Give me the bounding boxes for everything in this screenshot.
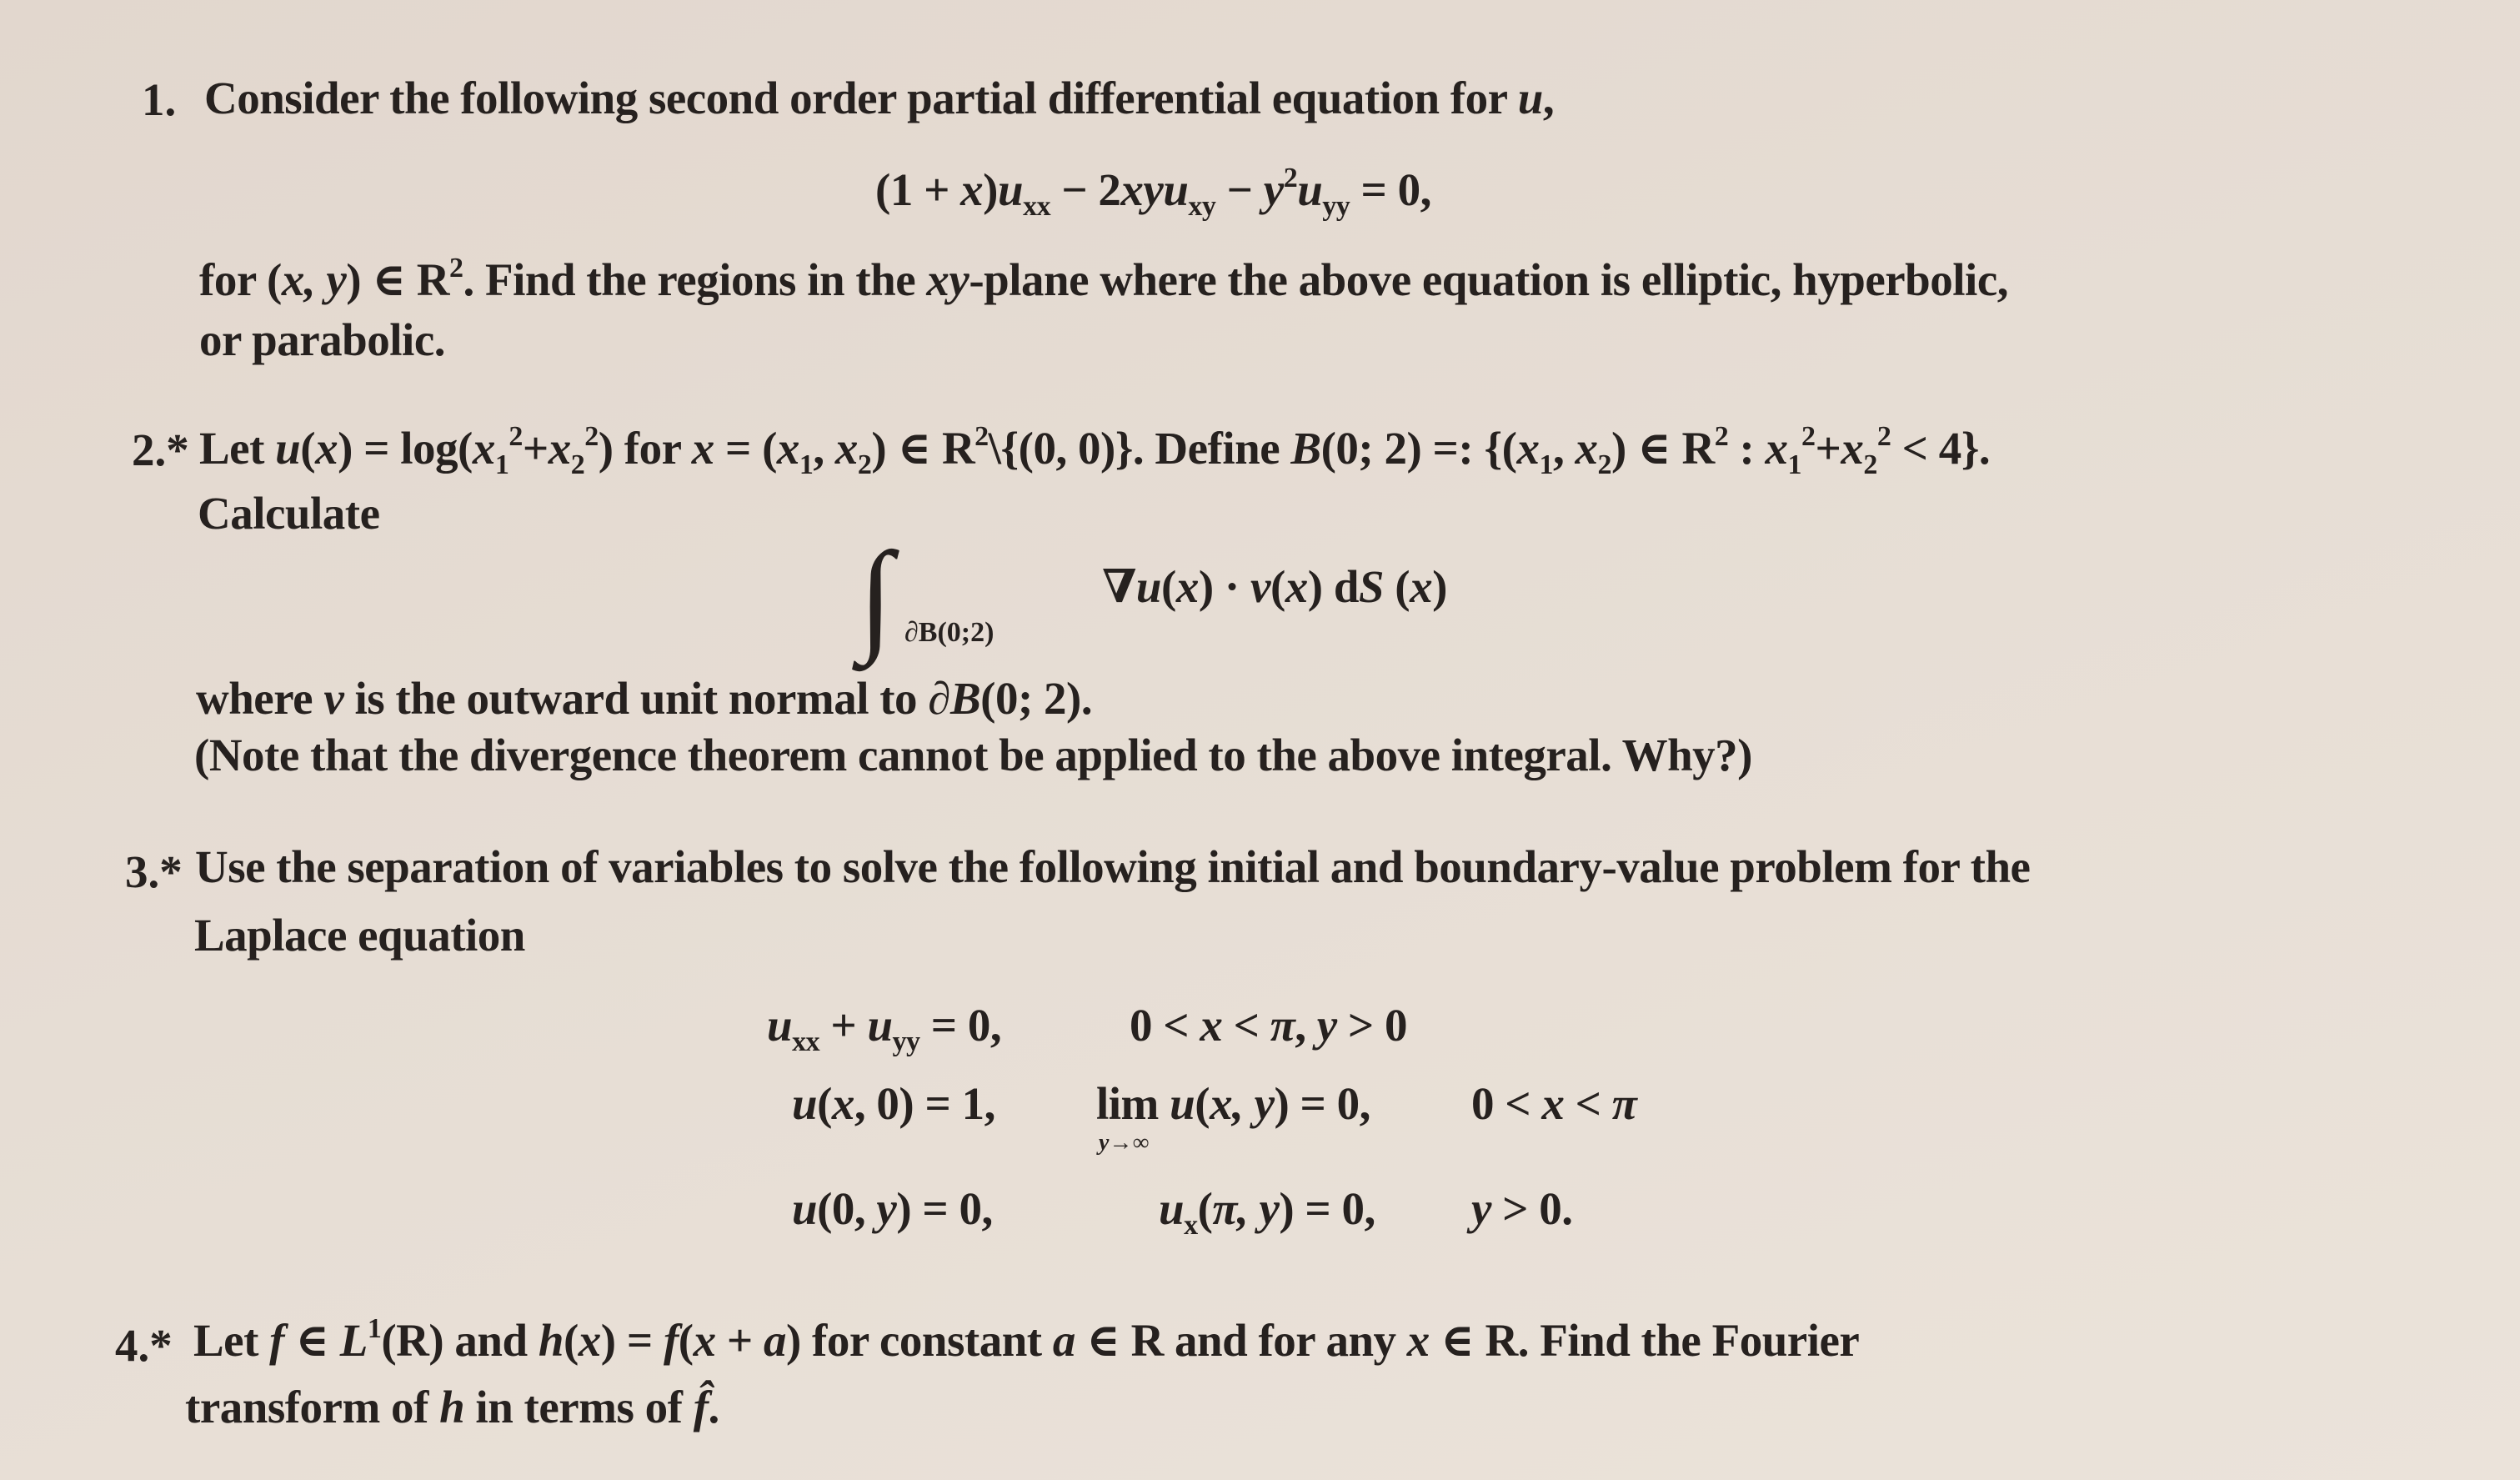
- integral-sign: ∫: [859, 527, 894, 665]
- math-symbol: x: [1841, 423, 1864, 474]
- math-symbol: x: [1575, 423, 1598, 474]
- text-segment: is the outward unit normal to ∂: [343, 673, 950, 724]
- math-symbol: x: [1175, 561, 1199, 612]
- math-symbol: x: [472, 423, 495, 474]
- text-line: [199, 421, 1991, 480]
- math-symbol: f: [269, 1315, 284, 1366]
- superscript: 2: [1801, 421, 1816, 452]
- math-symbol: x: [1406, 1315, 1430, 1366]
- text-segment: > 0.: [1490, 1183, 1573, 1234]
- subscript: xx: [792, 1026, 820, 1057]
- text-segment: (0; 2).: [980, 673, 1093, 724]
- math-symbol: u: [867, 1000, 893, 1051]
- text-line: [195, 841, 2031, 892]
- math-symbol: x: [1516, 423, 1540, 474]
- text-segment: ): [1432, 561, 1447, 612]
- text-segment: = (: [714, 423, 777, 474]
- pde-equation: [875, 163, 1431, 222]
- math-symbol: x: [693, 1315, 716, 1366]
- text-segment: ) = log(: [338, 423, 473, 474]
- math-symbol: u: [1517, 73, 1543, 123]
- text-line: [194, 910, 525, 961]
- math-symbol: y: [876, 1183, 897, 1234]
- text-segment: lim: [1096, 1078, 1170, 1129]
- math-symbol: y: [1316, 1000, 1337, 1051]
- text-segment: (: [1197, 1183, 1213, 1234]
- text-segment: +: [1815, 423, 1841, 474]
- text-segment: (R) and: [381, 1315, 539, 1366]
- superscript: 2: [509, 421, 523, 452]
- text-segment: ) ∈ R: [871, 423, 975, 474]
- domain-condition: [1471, 1078, 1637, 1129]
- subscript: 2: [1863, 449, 1877, 480]
- math-symbol: x: [1410, 561, 1433, 612]
- text-segment: = 0,: [1350, 164, 1431, 215]
- math-symbol: h: [538, 1315, 564, 1366]
- superscript: 1: [367, 1313, 382, 1344]
- text-line: [204, 75, 1554, 121]
- text-segment: ) ·: [1198, 561, 1251, 612]
- subscript: yy: [1322, 191, 1350, 222]
- text-segment: − 2: [1050, 164, 1121, 215]
- math-symbol: a: [763, 1315, 786, 1366]
- text-segment: (: [563, 1315, 579, 1366]
- text-segment: 0 <: [1471, 1078, 1542, 1129]
- math-symbol: f: [663, 1315, 679, 1366]
- text-segment: ) ∈ R: [346, 254, 449, 305]
- math-symbol: u: [792, 1183, 818, 1234]
- text-segment: where: [196, 673, 324, 724]
- math-symbol: x: [960, 164, 984, 215]
- subscript: 2: [857, 449, 872, 480]
- text-segment: (: [1384, 561, 1410, 612]
- text-segment: ∈ R and for any: [1075, 1315, 1407, 1366]
- limit-subscript: y→∞: [1099, 1130, 1150, 1156]
- text-segment: (0,: [817, 1183, 877, 1234]
- math-symbol: x: [831, 1078, 854, 1129]
- math-symbol: x: [548, 423, 571, 474]
- math-symbol: x: [1541, 1078, 1565, 1129]
- problem-number: 3.*: [125, 846, 183, 897]
- subscript: xx: [1023, 191, 1051, 222]
- math-symbol: π: [1611, 1078, 1637, 1129]
- math-symbol: x: [1200, 1000, 1223, 1051]
- math-symbol: x: [1765, 423, 1788, 474]
- problem-number: 4.*: [115, 1320, 173, 1371]
- text-segment: (: [300, 423, 316, 474]
- math-symbol: u: [792, 1078, 818, 1129]
- text-segment: :: [1728, 423, 1766, 474]
- subscript: xy: [1188, 191, 1216, 222]
- math-symbol: x: [691, 423, 714, 474]
- math-symbol: B: [949, 673, 981, 724]
- math-symbol: xyu: [1120, 164, 1189, 215]
- text-segment: ) for: [598, 423, 692, 474]
- domain-condition: [1130, 1000, 1407, 1051]
- text-segment: , 0) = 1,: [854, 1078, 995, 1129]
- math-symbol: h: [439, 1382, 465, 1432]
- initial-condition: [792, 1078, 995, 1129]
- text-line: [196, 673, 1093, 724]
- math-symbol: xy: [926, 254, 969, 305]
- domain-condition: [1471, 1183, 1573, 1234]
- math-symbol: x: [315, 423, 338, 474]
- text-segment: ,: [1552, 423, 1576, 474]
- integrand: [1102, 561, 1447, 612]
- text-segment: ,: [813, 423, 835, 474]
- text-segment: −: [1215, 164, 1264, 215]
- text-segment: transform of: [185, 1382, 440, 1432]
- limit-condition: [1096, 1078, 1370, 1129]
- math-symbol: y: [1471, 1183, 1491, 1234]
- math-symbol: u: [1159, 1183, 1185, 1234]
- superscript: 2: [974, 421, 989, 452]
- subscript: x: [1184, 1210, 1198, 1241]
- text-segment: = 0,: [919, 1000, 1002, 1051]
- math-symbol: a: [1052, 1315, 1075, 1366]
- math-symbol: π: [1270, 1000, 1295, 1051]
- text-segment: (: [678, 1315, 694, 1366]
- text-segment: < 4}.: [1891, 423, 1991, 474]
- text-segment: <: [1222, 1000, 1270, 1051]
- laplace-equation: [767, 1000, 1002, 1057]
- math-symbol: ν: [1250, 561, 1270, 612]
- text-segment: Let: [199, 423, 276, 474]
- text-segment: ,: [1542, 73, 1555, 123]
- subscript: 1: [1787, 449, 1802, 480]
- superscript: 2: [584, 421, 599, 452]
- text-line: [194, 732, 1752, 778]
- math-symbol: u: [767, 1000, 793, 1051]
- text-segment: ) = 0,: [896, 1183, 993, 1234]
- text-segment: or parabolic.: [199, 314, 445, 365]
- math-symbol: B: [1290, 423, 1321, 474]
- text-segment: Let: [193, 1315, 270, 1366]
- text-segment: (0; 2) =: {(: [1320, 423, 1517, 474]
- text-segment: > 0: [1336, 1000, 1407, 1051]
- text-line: [199, 253, 2008, 305]
- math-symbol: x: [776, 423, 799, 474]
- text-segment: -plane where the above equation is elliptic, hyperbolic,: [969, 254, 2008, 305]
- text-segment: Calculate: [198, 488, 380, 539]
- text-segment: \{(0, 0)}. Define: [988, 423, 1291, 474]
- math-symbol: S: [1358, 561, 1385, 612]
- text-segment: Consider the following second order partial differential equation for: [204, 73, 1518, 123]
- superscript: 2: [1876, 421, 1891, 452]
- text-segment: for (: [199, 254, 282, 305]
- text-line: [193, 1313, 1860, 1366]
- math-symbol: L: [339, 1315, 368, 1366]
- math-symbol: y: [1263, 164, 1284, 215]
- text-segment: +: [715, 1315, 764, 1366]
- superscript: 2: [448, 253, 463, 283]
- text-segment: (: [1195, 1078, 1210, 1129]
- text-segment: ) = 0,: [1274, 1078, 1370, 1129]
- text-segment: (: [817, 1078, 832, 1129]
- math-symbol: π, y: [1212, 1183, 1280, 1234]
- text-segment: ) for constant: [785, 1315, 1053, 1366]
- math-symbol: u: [1170, 1078, 1195, 1129]
- boundary-condition: [1159, 1183, 1375, 1241]
- text-segment: ) ∈ R: [1611, 423, 1715, 474]
- math-symbol: x, y: [281, 254, 347, 305]
- text-segment: .: [708, 1382, 719, 1432]
- superscript: 2: [1714, 421, 1729, 452]
- subscript: 2: [570, 449, 585, 480]
- integral-domain: ∂B(0;2): [904, 617, 994, 648]
- math-symbol: u: [1135, 561, 1162, 612]
- math-symbol: x, y: [1210, 1078, 1275, 1129]
- math-symbol: x: [1285, 561, 1308, 612]
- text-segment: ∈: [284, 1315, 340, 1366]
- superscript: 2: [1283, 163, 1298, 193]
- text-segment: . Find the regions in the: [463, 254, 927, 305]
- text-segment: Laplace equation: [194, 910, 525, 961]
- math-symbol: x: [834, 423, 858, 474]
- text-segment: 0 <: [1130, 1000, 1200, 1051]
- text-line: [199, 314, 445, 365]
- subscript: 1: [1539, 449, 1553, 480]
- text-segment: Use the separation of variables to solve the following initial and boundary-value problem for the: [195, 841, 2031, 892]
- subscript: 1: [799, 449, 814, 480]
- math-symbol: u: [1297, 164, 1323, 215]
- problem-number: 2.*: [132, 424, 189, 475]
- text-segment: ∈ R. Find the Fourier: [1429, 1315, 1860, 1366]
- text-segment: ) =: [600, 1315, 664, 1366]
- subscript: 1: [494, 449, 509, 480]
- text-segment: <: [1564, 1078, 1612, 1129]
- math-symbol: x: [578, 1315, 601, 1366]
- math-symbol: u: [275, 423, 301, 474]
- boundary-condition: [792, 1183, 993, 1234]
- text-segment: (1 +: [875, 164, 961, 215]
- text-segment: +: [819, 1000, 868, 1051]
- text-segment: +: [522, 423, 549, 474]
- text-segment: ): [983, 164, 998, 215]
- text-line: [198, 488, 380, 539]
- text-segment: ) d: [1307, 561, 1359, 612]
- text-line: [185, 1384, 719, 1430]
- text-segment: ∇: [1102, 561, 1136, 612]
- subscript: 2: [1597, 449, 1611, 480]
- subscript: yy: [892, 1026, 920, 1057]
- math-symbol: f̂: [693, 1382, 709, 1432]
- text-segment: in terms of: [464, 1382, 694, 1432]
- math-symbol: ν: [323, 673, 344, 724]
- math-symbol: u: [997, 164, 1024, 215]
- problem-number: 1.: [142, 74, 177, 125]
- text-segment: ,: [1295, 1000, 1317, 1051]
- text-segment: (: [1161, 561, 1176, 612]
- text-segment: (: [1270, 561, 1285, 612]
- text-segment: ) = 0,: [1279, 1183, 1375, 1234]
- text-segment: (Note that the divergence theorem cannot be applied to the above integral. Why?): [194, 730, 1752, 780]
